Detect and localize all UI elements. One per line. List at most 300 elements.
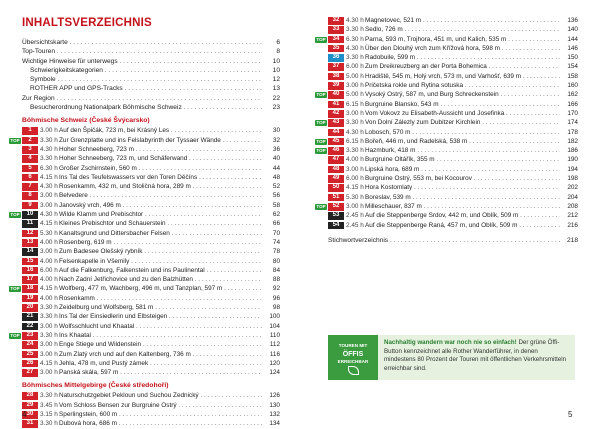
tour-title: Über den Dlouhý vrch zum Křížová hora, 598 m . . .	[365, 44, 560, 53]
tour-entry[interactable]	[316, 202, 578, 211]
tour-page: 126	[269, 392, 280, 400]
tour-title: Hoher Schneeberg, 723 m, und Schäferwand . . .	[59, 154, 262, 163]
toc-entry-page: 10	[272, 57, 280, 65]
tour-duration: 4.15 h	[40, 359, 58, 367]
tour-page: 56	[272, 192, 280, 200]
tour-entry[interactable]	[328, 165, 578, 174]
tour-number-badge: 10	[22, 211, 38, 219]
promo-text	[384, 339, 570, 373]
tour-page: 88	[272, 276, 280, 284]
tour-number-badge: 54	[328, 222, 344, 230]
tour-page: 136	[567, 17, 578, 24]
toc-entry-page: 12	[272, 76, 280, 84]
tour-entry[interactable]	[328, 128, 578, 137]
tour-number-badge: 44	[328, 129, 344, 137]
tour-duration: 4.00 h	[40, 294, 58, 302]
tour-entry[interactable]	[328, 72, 578, 81]
tour-number-badge: 51	[328, 194, 344, 202]
tour-duration: 3.30 h	[346, 119, 364, 127]
tour-entry[interactable]	[10, 136, 280, 145]
tour-number-badge: 15	[22, 258, 38, 266]
tour-entry[interactable]	[316, 146, 578, 155]
tour-entry[interactable]	[316, 137, 578, 146]
promo-body: Der grüne Öffi-Button kennzeichnet alle Rother Wanderführer, in denen mindestens 80 Prozent der Touren mit öffentlichen Verkehrsmitteln erreichbar sind.	[384, 339, 567, 372]
tour-title: Wolfsschlucht und Khaatal . . .	[59, 322, 262, 331]
tour-entry[interactable]	[22, 350, 280, 359]
tour-title: Milleschauer, 837 m . . .	[365, 202, 560, 211]
right-page	[300, 0, 600, 428]
oeffi-badge	[328, 335, 378, 380]
tour-number-badge: 45	[328, 138, 344, 146]
tour-title: Ins Khaatal . . .	[59, 331, 262, 340]
tour-title: Lipská hora, 689 m . . .	[365, 165, 560, 174]
toc-entry-page: 22	[272, 94, 280, 102]
tour-page: 162	[567, 91, 578, 99]
tour-entry[interactable]	[328, 174, 578, 183]
tour-page: 52	[272, 183, 280, 191]
tour-title: Boreslav, 539 m . . .	[365, 193, 560, 202]
tour-title: Zum Badesee Olešský rybník . . .	[59, 247, 262, 256]
tour-duration: 4.00 h	[346, 156, 364, 164]
tour-number-badge: 39	[328, 82, 344, 90]
tour-entry[interactable]	[328, 81, 578, 90]
tour-duration: 3.00 h	[346, 82, 364, 90]
tour-number-badge: 9	[22, 202, 38, 210]
page-heading: INHALTSVERZEICHNIS	[22, 17, 152, 29]
tour-entry[interactable]	[22, 391, 280, 400]
tour-title: Hora Kostomlaty . . .	[365, 183, 560, 192]
toc-entry[interactable]	[22, 47, 280, 56]
toc-entry-page: 8	[276, 48, 280, 56]
tour-title: Jehla, 478 m, und Pustý zámek . . .	[59, 359, 262, 368]
tour-page: 124	[269, 369, 280, 377]
tour-number-badge: 40	[328, 91, 344, 99]
tour-duration: 5.30 h	[40, 229, 58, 237]
tour-title: Sedlo, 726 m . . .	[365, 25, 560, 34]
tour-number-badge: 13	[22, 239, 38, 247]
tour-entry[interactable]	[22, 229, 280, 238]
top-tour-icon: TOP	[316, 120, 326, 126]
tour-duration: 3.30 h	[40, 313, 58, 321]
tour-entry[interactable]	[22, 154, 280, 163]
tour-number-badge: 14	[22, 248, 38, 256]
tour-entry[interactable]	[22, 173, 280, 182]
tour-page: 92	[272, 285, 280, 293]
tour-title: Großer Zschirnstein, 560 m . . .	[59, 164, 262, 173]
tour-duration: 3.00 h	[40, 201, 58, 209]
tour-number-badge: 48	[328, 166, 344, 174]
tour-duration: 3.00 h	[40, 322, 58, 330]
page-number-right: 5	[568, 410, 573, 419]
leaf-icon	[348, 366, 359, 375]
tour-title: Belvedere . . .	[59, 191, 262, 200]
tour-page: 158	[567, 72, 578, 80]
tour-entry[interactable]	[10, 284, 280, 293]
tour-title: Janovský vrch, 496 m . . .	[59, 201, 262, 210]
tour-entry[interactable]	[328, 62, 578, 71]
tour-entry[interactable]	[22, 368, 280, 377]
tour-entry[interactable]	[10, 210, 280, 219]
tour-duration: 5.00 h	[346, 72, 364, 80]
tour-title: Burgruine Ostrý, 553 m, bei Kocourov . . .	[365, 174, 560, 183]
tour-title: Wilde Klamm und Prebischtor . . .	[59, 210, 262, 219]
tour-page: 170	[567, 109, 578, 117]
tour-number-badge: 6	[22, 174, 38, 182]
tour-number-badge: 42	[328, 110, 344, 118]
tour-page: 98	[272, 304, 280, 312]
top-tour-icon: TOP	[316, 203, 326, 209]
tour-duration: 4.00 h	[40, 257, 58, 265]
toc-entry-page: 13	[272, 85, 280, 93]
tour-number-badge: 34	[328, 36, 344, 44]
tour-duration: 6.00 h	[40, 266, 58, 274]
tour-page: 104	[269, 322, 280, 330]
badge-text-bottom: ERREICHBAR	[337, 358, 369, 364]
table-of-contents-continued	[316, 16, 578, 245]
tour-number-badge: 47	[328, 156, 344, 164]
tour-page: 48	[272, 173, 280, 181]
tour-page: 178	[567, 128, 578, 136]
promo-lead: Nachhaltig wandern war noch nie so einfach!	[384, 339, 517, 346]
tour-page: 154	[567, 63, 578, 71]
tour-number-badge: 3	[22, 146, 38, 154]
tour-duration: 3.30 h	[40, 136, 58, 144]
tour-duration: 3.30 h	[40, 331, 58, 339]
tour-entry[interactable]	[328, 183, 578, 192]
toc-entry[interactable]	[22, 103, 280, 112]
toc-entry-label: ROTHER APP und GPS-Tracks . . .	[30, 84, 262, 93]
tour-page: 216	[567, 221, 578, 229]
tour-page: 58	[272, 201, 280, 209]
tour-entry[interactable]	[22, 126, 280, 135]
tour-duration: 3.00 h	[40, 192, 58, 200]
tour-title: Auf die Steppenberge Srdov, 442 m, und Oblík, 509 m . . .	[365, 211, 560, 220]
tour-entry[interactable]	[22, 145, 280, 154]
toc-entry-page: 6	[276, 39, 280, 46]
tour-title: Parna, 593 m, Trojhora, 451 m, und Kalich, 535 m . . .	[365, 35, 560, 44]
index-entry[interactable]	[328, 236, 578, 245]
tour-entry[interactable]	[316, 90, 578, 99]
toc-entry-label: Wichtige Hinweise für unterwegs . . .	[22, 57, 262, 66]
tour-number-badge: 8	[22, 192, 38, 200]
top-tour-icon: TOP	[10, 286, 20, 292]
tour-entry[interactable]	[22, 312, 280, 321]
tour-number-badge: 46	[328, 147, 344, 155]
top-tour-icon: TOP	[316, 36, 326, 42]
tour-number-badge: 31	[22, 420, 38, 428]
tour-page: 66	[272, 220, 280, 228]
tour-page: 74	[272, 238, 280, 246]
tour-duration: 3.00 h	[346, 202, 364, 210]
tour-number-badge: 28	[22, 392, 38, 400]
tour-entry[interactable]	[22, 266, 280, 275]
tour-page: 30	[272, 127, 280, 135]
tour-title: Zum Dreikreuzberg an der Porta Bohemica . . .	[365, 62, 560, 71]
tour-page: 190	[567, 156, 578, 164]
tour-entry[interactable]	[328, 16, 578, 25]
tour-number-badge: 32	[328, 17, 344, 25]
tour-page: 198	[567, 175, 578, 183]
tour-number-badge: 52	[328, 203, 344, 211]
tour-number-badge: 7	[22, 183, 38, 191]
tour-title: Kleines Prebischtor und Schauerstein . . .	[59, 219, 262, 228]
tour-page: 110	[269, 331, 280, 339]
tour-duration: 4.00 h	[40, 238, 58, 246]
tour-title: Bořeň, 446 m, und Radelská, 538 m . . .	[365, 137, 560, 146]
tour-duration: 3.00 h	[40, 350, 58, 358]
tour-title: Rosenkamm . . .	[59, 294, 262, 303]
tour-duration: 4.30 h	[346, 44, 364, 52]
toc-entry-label: Symbole . . .	[30, 75, 262, 84]
tour-title: Wolfberg, 477 m, Wachberg, 496 m, und Tanzplan, 597 m . . .	[59, 284, 262, 293]
tour-title: Vom Vokovz zu Elisabeth-Aussicht und Josefinka . . .	[365, 109, 560, 118]
tour-duration: 3.45 h	[40, 401, 58, 409]
tour-page: 96	[272, 294, 280, 302]
tour-page: 120	[269, 359, 280, 367]
tour-number-badge: 30	[22, 411, 38, 419]
tour-number-badge: 2	[22, 137, 38, 145]
tour-entry[interactable]	[22, 257, 280, 266]
toc-entry[interactable]	[22, 75, 280, 84]
tour-entry[interactable]	[22, 322, 280, 331]
tour-title: Ins Tal des Teufelswassers vor den Toren Děčíns . . .	[59, 173, 262, 182]
tour-title: Vom Schloss Bensen zur Burgruine Ostrý . . .	[59, 401, 262, 410]
tour-entry[interactable]	[22, 359, 280, 368]
tour-title: Nach Zadní Jetřichovice und zu den Balzhütten . . .	[59, 275, 262, 284]
tour-duration: 4.30 h	[346, 17, 364, 24]
tour-number-badge: 27	[22, 369, 38, 377]
tour-page: 116	[269, 350, 280, 358]
tour-title: Zeidelburg und Wolfsberg, 581 m . . .	[59, 303, 262, 312]
top-tour-icon: TOP	[316, 92, 326, 98]
toc-entry[interactable]	[22, 84, 280, 93]
tour-duration: 3.30 h	[346, 26, 364, 34]
tour-page: 112	[269, 341, 280, 349]
tour-title: Pričetska rokle und Rytina sotuska . . .	[365, 81, 560, 90]
tour-duration: 6.30 h	[40, 164, 58, 172]
tour-duration: 3.00 h	[40, 341, 58, 349]
tour-page: 182	[567, 137, 578, 145]
tour-entry[interactable]	[328, 44, 578, 53]
oeffi-promo-box	[328, 335, 575, 380]
tour-entry[interactable]	[328, 193, 578, 202]
tour-duration: 6.00 h	[346, 175, 364, 183]
tour-entry[interactable]	[328, 25, 578, 34]
tour-page: 140	[567, 26, 578, 34]
tour-duration: 4.30 h	[346, 128, 364, 136]
index-page: 218	[566, 236, 578, 244]
tour-duration: 4.00 h	[40, 276, 58, 284]
tour-entry[interactable]	[10, 331, 280, 340]
tour-duration: 3.30 h	[40, 304, 58, 312]
left-page	[0, 0, 290, 428]
tour-entry[interactable]	[22, 182, 280, 191]
tour-title: Rosenkamm, 432 m, und Stoličná hora, 289 m . . .	[59, 182, 262, 191]
tour-page: 62	[272, 211, 280, 219]
tour-title: Zum Zlatý vrch und auf den Kaltenberg, 736 m . . .	[59, 350, 262, 359]
tour-title: Magnetovec, 521 m . . .	[365, 16, 560, 25]
tour-entry[interactable]	[22, 340, 280, 349]
tour-number-badge: 53	[328, 212, 344, 220]
tour-entry[interactable]	[328, 155, 578, 164]
tour-entry[interactable]	[328, 53, 578, 62]
tour-page: 146	[567, 44, 578, 52]
tour-number-badge: 1	[22, 127, 38, 135]
tour-entry[interactable]	[22, 294, 280, 303]
tour-duration: 3.30 h	[40, 155, 58, 163]
badge-text-main: ÖFFIS	[342, 350, 364, 358]
tour-title: Auf den Špičák, 723 m, bei Krásný Les . . .	[59, 126, 262, 135]
tour-entry[interactable]	[22, 401, 280, 410]
region-heading: Böhmisches Mittelgebirge (České středohoří)	[22, 382, 169, 390]
badge-text-top: TOUREN MIT	[338, 343, 368, 348]
tour-number-badge: 12	[22, 230, 38, 238]
index-label: Stichwortverzeichnis . . .	[328, 236, 560, 245]
tour-entry[interactable]	[22, 303, 280, 312]
toc-entry-label: Übersichtskarte . . .	[22, 38, 262, 47]
tour-duration: 4.30 h	[40, 183, 58, 191]
toc-entry-page: 23	[272, 104, 280, 112]
tour-number-badge: 21	[22, 313, 38, 321]
tour-duration: 3.30 h	[346, 147, 364, 155]
tour-duration: 3.00 h	[40, 248, 58, 256]
toc-entry[interactable]	[22, 57, 280, 66]
tour-entry[interactable]	[22, 410, 280, 419]
toc-entry-label: Zur Region . . .	[22, 94, 262, 103]
tour-duration: 3.30 h	[40, 392, 58, 400]
tour-page: 150	[567, 54, 578, 62]
tour-entry[interactable]	[22, 275, 280, 284]
tour-number-badge: 29	[22, 402, 38, 410]
tour-number-badge: 35	[328, 45, 344, 53]
tour-number-badge: 25	[22, 351, 38, 359]
tour-entry[interactable]	[328, 211, 578, 220]
tour-title: Radobuile, 599 m . . .	[365, 53, 560, 62]
top-tour-icon: TOP	[10, 212, 20, 218]
tour-entry[interactable]	[22, 164, 280, 173]
tour-page: 186	[567, 147, 578, 155]
tour-page: 204	[567, 193, 578, 201]
tour-title: Lobosch, 570 m . . .	[365, 128, 560, 137]
tour-duration: 5.30 h	[346, 193, 364, 201]
tour-entry[interactable]	[22, 238, 280, 247]
tour-number-badge: 43	[328, 119, 344, 127]
tour-number-badge: 18	[22, 285, 38, 293]
tour-page: 132	[269, 410, 280, 418]
tour-page: 160	[567, 82, 578, 90]
tour-page: 84	[272, 266, 280, 274]
toc-entry[interactable]	[22, 94, 280, 103]
tour-number-badge: 23	[22, 332, 38, 340]
top-tour-icon: TOP	[316, 138, 326, 144]
tour-page: 134	[269, 420, 280, 428]
toc-entry[interactable]	[22, 66, 280, 75]
tour-page: 174	[567, 119, 578, 127]
tour-entry[interactable]	[22, 247, 280, 256]
tour-entry[interactable]	[22, 219, 280, 228]
tour-page: 202	[567, 184, 578, 192]
tour-duration: 6.30 h	[346, 35, 364, 43]
tour-page: 212	[567, 212, 578, 220]
tour-title: Ins Tal der Einsiedlerin und Elbsteigen . . .	[59, 312, 262, 321]
tour-number-badge: 19	[22, 295, 38, 303]
toc-entry-label: Schwierigkeitskategorien . . .	[30, 66, 262, 75]
tour-entry[interactable]	[316, 118, 578, 127]
toc-entry-page: 10	[272, 66, 280, 74]
tour-entry[interactable]	[328, 100, 578, 109]
tour-number-badge: 22	[22, 323, 38, 331]
tour-title: Sperlingstein, 600 m . . .	[59, 410, 262, 419]
tour-duration: 3.00 h	[346, 165, 364, 173]
toc-entry[interactable]	[22, 38, 280, 47]
tour-page: 144	[567, 35, 578, 43]
tour-number-badge: 37	[328, 63, 344, 71]
tour-title: Kanaltsgrund und Dittersbacher Felsen . . .	[59, 229, 262, 238]
tour-duration: 4.15 h	[40, 173, 58, 181]
tour-number-badge: 24	[22, 341, 38, 349]
tour-page: 32	[272, 136, 280, 144]
tour-duration: 3.30 h	[346, 54, 364, 62]
tour-title: Hradiště, 545 m, Holý vrch, 573 m, und Varhošť, 639 m . . .	[365, 72, 560, 81]
tour-duration: 4.15 h	[346, 184, 364, 192]
tour-number-badge: 17	[22, 276, 38, 284]
tour-duration: 4.30 h	[40, 145, 58, 153]
tour-title: Dubová hora, 686 m . . .	[59, 419, 262, 428]
tour-entry[interactable]	[22, 419, 280, 428]
tour-title: Burgruine Oltářík, 355 m . . .	[365, 155, 560, 164]
tour-title: Naturschutzgebiet Pekloun und Suchou Zednický . . .	[59, 391, 262, 400]
tour-number-badge: 50	[328, 184, 344, 192]
region-heading: Böhmische Schweiz (České Švýcarsko)	[22, 117, 150, 125]
tour-page: 36	[272, 145, 280, 153]
tour-entry[interactable]	[22, 191, 280, 200]
tour-duration: 2.45 h	[346, 212, 364, 220]
tour-duration: 3.15 h	[40, 410, 58, 418]
tour-duration: 2.45 h	[346, 221, 364, 229]
tour-page: 78	[272, 248, 280, 256]
tour-duration: 5.00 h	[346, 91, 364, 99]
page-number-left: 4	[22, 410, 27, 419]
tour-page: 40	[272, 155, 280, 163]
tour-title: Enge Stiege und Wildenstein . . .	[59, 340, 262, 349]
tour-number-badge: 49	[328, 175, 344, 183]
tour-entry[interactable]	[328, 221, 578, 230]
tour-title: Von Dolní Zálezly zum Dubitzer Kirchlein . . .	[365, 118, 560, 127]
tour-duration: 4.15 h	[40, 220, 58, 228]
tour-duration: 6.15 h	[346, 100, 364, 108]
tour-page: 100	[269, 313, 280, 321]
tour-duration: 4.30 h	[40, 211, 58, 219]
tour-title: Auf die Falkenburg, Falkenstein und ins Paulinental . . .	[59, 266, 262, 275]
tour-page: 208	[567, 202, 578, 210]
tour-page: 80	[272, 257, 280, 265]
tour-title: Hoher Schneeberg, 723 m . . .	[59, 145, 262, 154]
tour-entry[interactable]	[328, 109, 578, 118]
tour-duration: 6.00 h	[346, 63, 364, 71]
tour-number-badge: 36	[328, 54, 344, 62]
tour-title: Auf die Steppenberge Raná, 457 m, und Oblík, 509 m . . .	[365, 221, 560, 230]
table-of-contents	[10, 38, 280, 429]
tour-title: Rosenberg, 619 m . . .	[59, 238, 262, 247]
tour-entry[interactable]	[316, 35, 578, 44]
tour-number-badge: 33	[328, 26, 344, 34]
tour-number-badge: 20	[22, 304, 38, 312]
tour-duration: 3.00 h	[40, 369, 58, 377]
tour-title: Vysoký Ostrý, 587 m, und Burg Schreckenstein . . .	[365, 90, 560, 99]
tour-entry[interactable]	[22, 201, 280, 210]
tour-page: 166	[567, 100, 578, 108]
tour-duration: 3.30 h	[40, 420, 58, 428]
